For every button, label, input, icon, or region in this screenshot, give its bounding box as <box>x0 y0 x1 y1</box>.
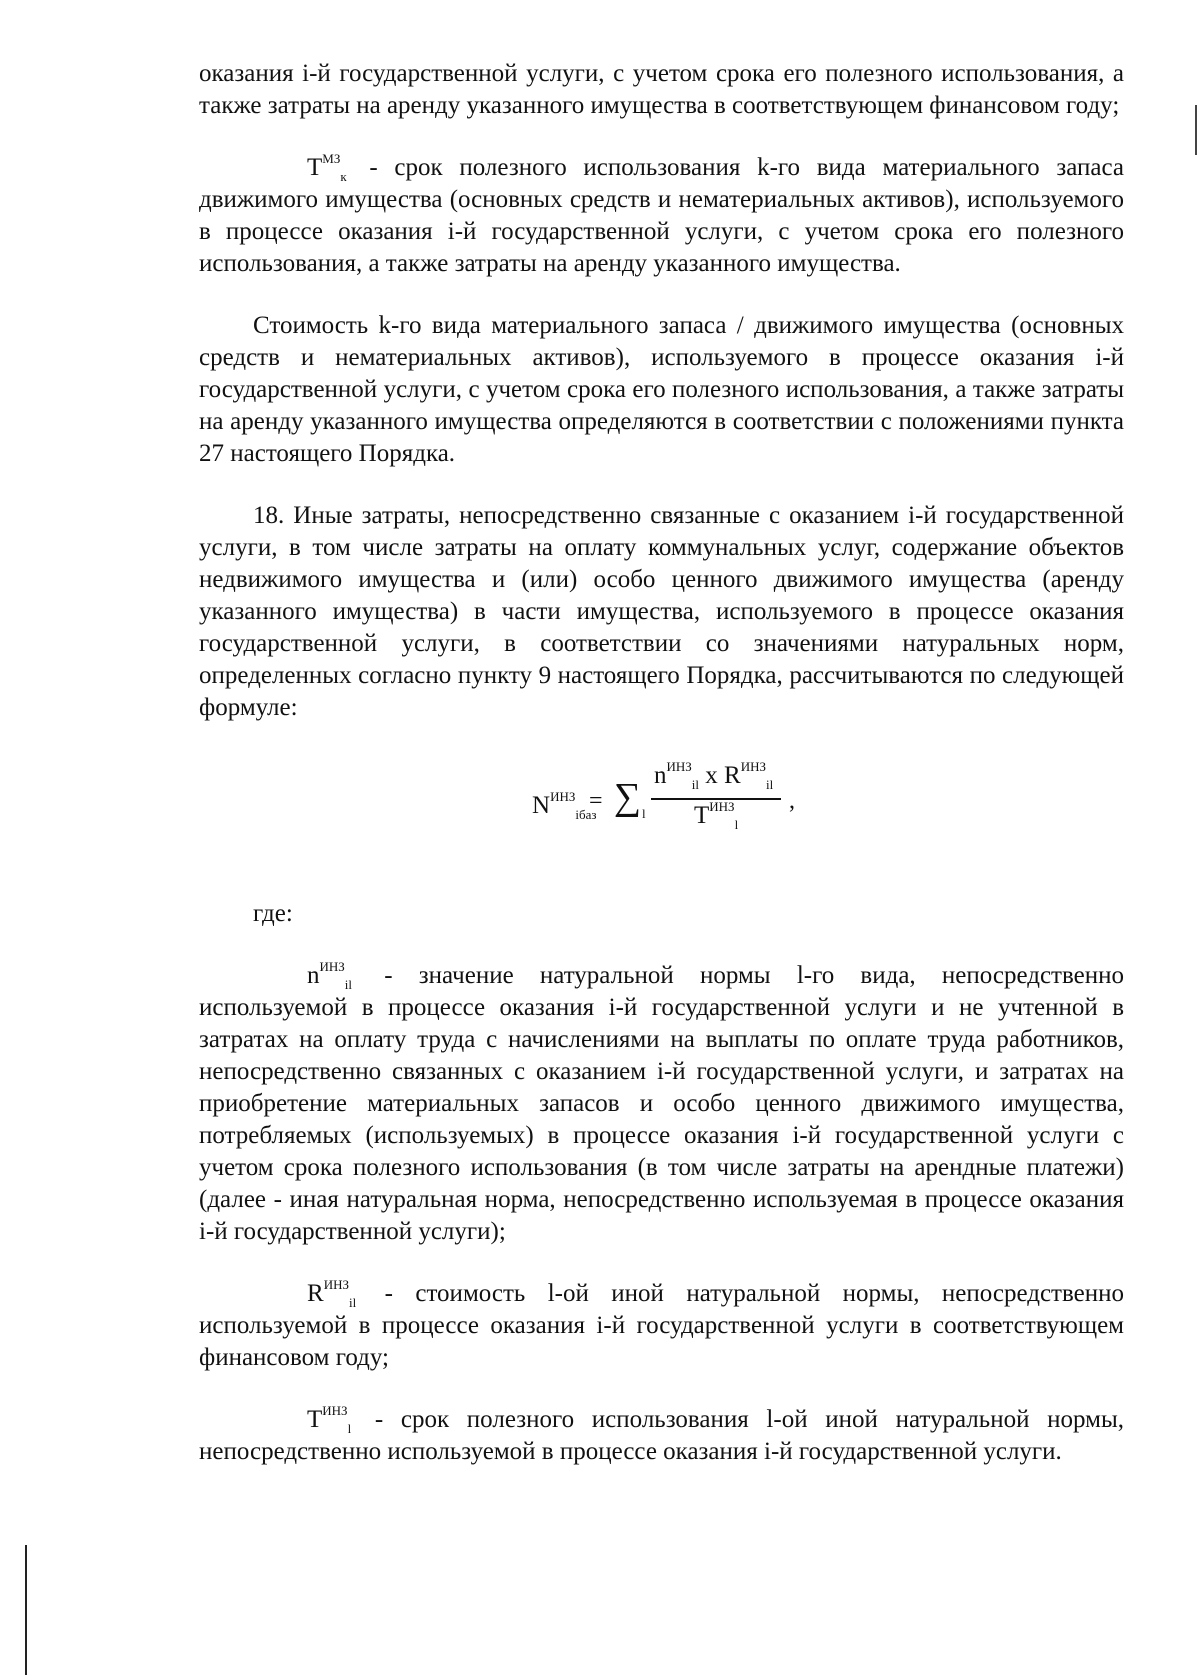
formula-denominator: $T^{ИНЗ}_l$ <box>694 799 739 832</box>
symbol-t-inz: $T^{ИНЗ}_l$ <box>307 1403 352 1436</box>
scan-edge-mark <box>1195 105 1197 155</box>
paragraph-t-definition: $T^{ИНЗ}_l$ - срок полезного использования l-ой иной натуральной нормы, непосредственно используемой в процессе оказания i-й государственной услуги. <box>199 1403 1124 1465</box>
formula <box>199 758 1124 868</box>
paragraph-t-mz-definition: $T^{МЗ}_к$ - срок полезного использования k-го вида материального запаса движимого имущества (основных средств и нематериальных активов), используемого в процессе оказания i-й государственной услуги, с учетом срока его полезного использования, а также затраты на аренду указанного имущества. <box>199 151 1124 277</box>
paragraph-r-definition: $R^{ИНЗ}_{il}$ - стоимость l-ой иной натуральной нормы, непосредственно используемой в процессе оказания i-й государственной услуги в соответствующем финансовом году; <box>199 1277 1124 1371</box>
paragraph-cost-reference: Стоимость k-го вида материального запаса / движимого имущества (основных средств и нематериальных активов), используемого в процессе оказания i-й государственной услуги, с учетом срока его полезного использования, а также затраты на аренду указанного имущества определяются в соответствии с положениями пункта 27 настоящего Порядка. <box>199 312 1124 467</box>
symbol-n-inz: $n^{ИНЗ}_{il}$ <box>307 959 353 992</box>
formula-equals: = <box>589 788 603 814</box>
paragraph-where: где: <box>253 900 293 927</box>
scan-edge-line <box>25 1545 27 1675</box>
symbol-r-inz: $R^{ИНЗ}_{il}$ <box>307 1277 357 1310</box>
paragraph-item-18: 18. Иные затраты, непосредственно связанные с оказанием i-й государственной услуги, в том числе затраты на оплату коммунальных услуг, содержание объектов недвижимого имущества и (или) особо ценного движимого имущества (аренду указанного имущества) в части имущества, используемого в процессе оказания государственной услуги, в соответствии со значениями натуральных норм, определенных согласно пункту 9 настоящего Порядка, рассчитываются по следующей формуле: <box>199 502 1124 721</box>
formula-sum-index: l <box>642 806 646 821</box>
paragraph-n-definition: $n^{ИНЗ}_{il}$ - значение натуральной нормы l-го вида, непосредственно используемой в процессе оказания i-й государственной услуги и не учтенной в затратах на оплату труда с начислениями на выплаты по оплате труда работников, непосредственно связанных с оказанием i-й государственной услуги, и затратах на приобретение материальных запасов и особо ценного движимого имущества, потребляемых (используемых) в процессе оказания i-й государственной услуги с учетом срока полезного использования (в том числе затраты на арендные платежи) (далее - иная натуральная норма, непосредственно используемая в процессе оказания i-й государственной услуги); <box>199 959 1124 1245</box>
formula-comma: , <box>789 788 795 814</box>
document-page <box>199 58 1124 1468</box>
formula-numerator: $n^{ИНЗ}_{il}$ x $R^{ИНЗ}_{il}$ <box>654 759 774 792</box>
symbol-t-mz: $T^{МЗ}_к$ <box>307 151 347 184</box>
formula-sum-sign: ∑ <box>614 776 642 818</box>
formula-lhs: $N^{ИНЗ}_{iбаз}$ <box>532 789 597 822</box>
paragraph-continuation: оказания i-й государственной услуги, с учетом срока его полезного использования, а также затраты на аренду указанного имущества в соответствующем финансовом году; <box>199 60 1124 119</box>
